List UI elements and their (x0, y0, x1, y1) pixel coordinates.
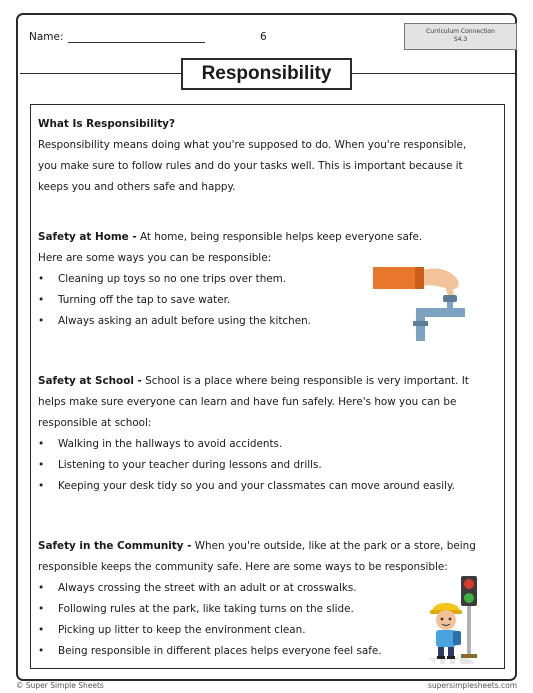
home-heading: Safety at Home - (38, 231, 137, 243)
curriculum-code: S4.3 (453, 36, 468, 43)
title-rule-right (352, 73, 515, 74)
intro-line-1: Responsibility means doing what you're supposed to do. When you're responsible, (38, 139, 467, 151)
community-text-1: When you're outside, like at the park or a store, being (191, 540, 476, 552)
page-title: Responsibility (181, 58, 352, 90)
home-text-1: At home, being responsible helps keep everyone safe. (136, 231, 423, 243)
faucet-hand-icon (371, 255, 465, 341)
community-bullet-text: Following rules at the park, like taking turns on the slide. (58, 603, 354, 615)
name-field (29, 31, 205, 43)
bullet-marker: • (38, 645, 45, 657)
home-bullet (38, 311, 311, 332)
bullet-marker: • (38, 603, 45, 615)
footer-copyright: © Super Simple Sheets (16, 681, 104, 690)
bullet-marker: • (38, 273, 45, 285)
community-bullet-text: Being responsible in different places helps everyone feel safe. (58, 645, 382, 657)
bullet-marker: • (38, 315, 45, 327)
school-line-2: helps make sure everyone can learn and have fun safely. Here's how you can be (38, 396, 457, 408)
home-bullet-text: Turning off the tap to save water. (58, 294, 231, 306)
home-line-1 (38, 227, 422, 248)
community-bullet (38, 620, 306, 641)
community-bullet (38, 599, 354, 620)
home-bullet-text: Always asking an adult before using the kitchen. (58, 315, 311, 327)
school-heading: Safety at School - (38, 375, 142, 387)
child-crossing-icon (429, 574, 495, 666)
bullet-marker: • (38, 582, 45, 594)
intro-heading: What Is Responsibility? (38, 118, 175, 130)
community-line-2: responsible keeps the community safe. Here are some ways to be responsible: (38, 561, 448, 573)
name-blank-line[interactable] (68, 31, 205, 43)
curriculum-connection-box (404, 23, 517, 50)
school-bullet-text: Listening to your teacher during lessons and drills. (58, 459, 322, 471)
community-bullet (38, 641, 382, 662)
school-bullet (38, 434, 282, 455)
home-bullet (38, 290, 230, 311)
home-bullet (38, 269, 286, 290)
school-bullet-text: Walking in the hallways to avoid accidents. (58, 438, 283, 450)
home-line-2: Here are some ways you can be responsible: (38, 252, 272, 264)
community-heading: Safety in the Community - (38, 540, 192, 552)
school-line-3: responsible at school: (38, 417, 152, 429)
worksheet-frame (16, 13, 517, 681)
school-bullet (38, 455, 322, 476)
intro-line-2: you make sure to follow rules and do your tasks well. This is important because it (38, 160, 463, 172)
school-bullet-text: Keeping your desk tidy so you and your classmates can move around easily. (58, 480, 455, 492)
school-line-1 (38, 371, 469, 392)
name-label: Name: (29, 31, 64, 43)
community-bullet (38, 578, 357, 599)
school-bullet (38, 476, 455, 497)
bullet-marker: • (38, 624, 45, 636)
community-line-1 (38, 536, 476, 557)
intro-line-3: keeps you and others safe and happy. (38, 181, 236, 193)
footer-website[interactable]: supersimplesheets.com (427, 681, 517, 690)
bullet-marker: • (38, 480, 45, 492)
title-rule-left (20, 73, 181, 74)
school-text-1: School is a place where being responsible is very important. It (141, 375, 469, 387)
content-box (30, 104, 505, 669)
curriculum-title: Curriculum Connection (426, 28, 495, 35)
grade-number: 6 (260, 31, 267, 43)
community-bullet-text: Picking up litter to keep the environment clean. (58, 624, 306, 636)
bullet-marker: • (38, 294, 45, 306)
bullet-marker: • (38, 438, 45, 450)
community-bullet-text: Always crossing the street with an adult or at crosswalks. (58, 582, 357, 594)
bullet-marker: • (38, 459, 45, 471)
home-bullet-text: Cleaning up toys so no one trips over them. (58, 273, 287, 285)
